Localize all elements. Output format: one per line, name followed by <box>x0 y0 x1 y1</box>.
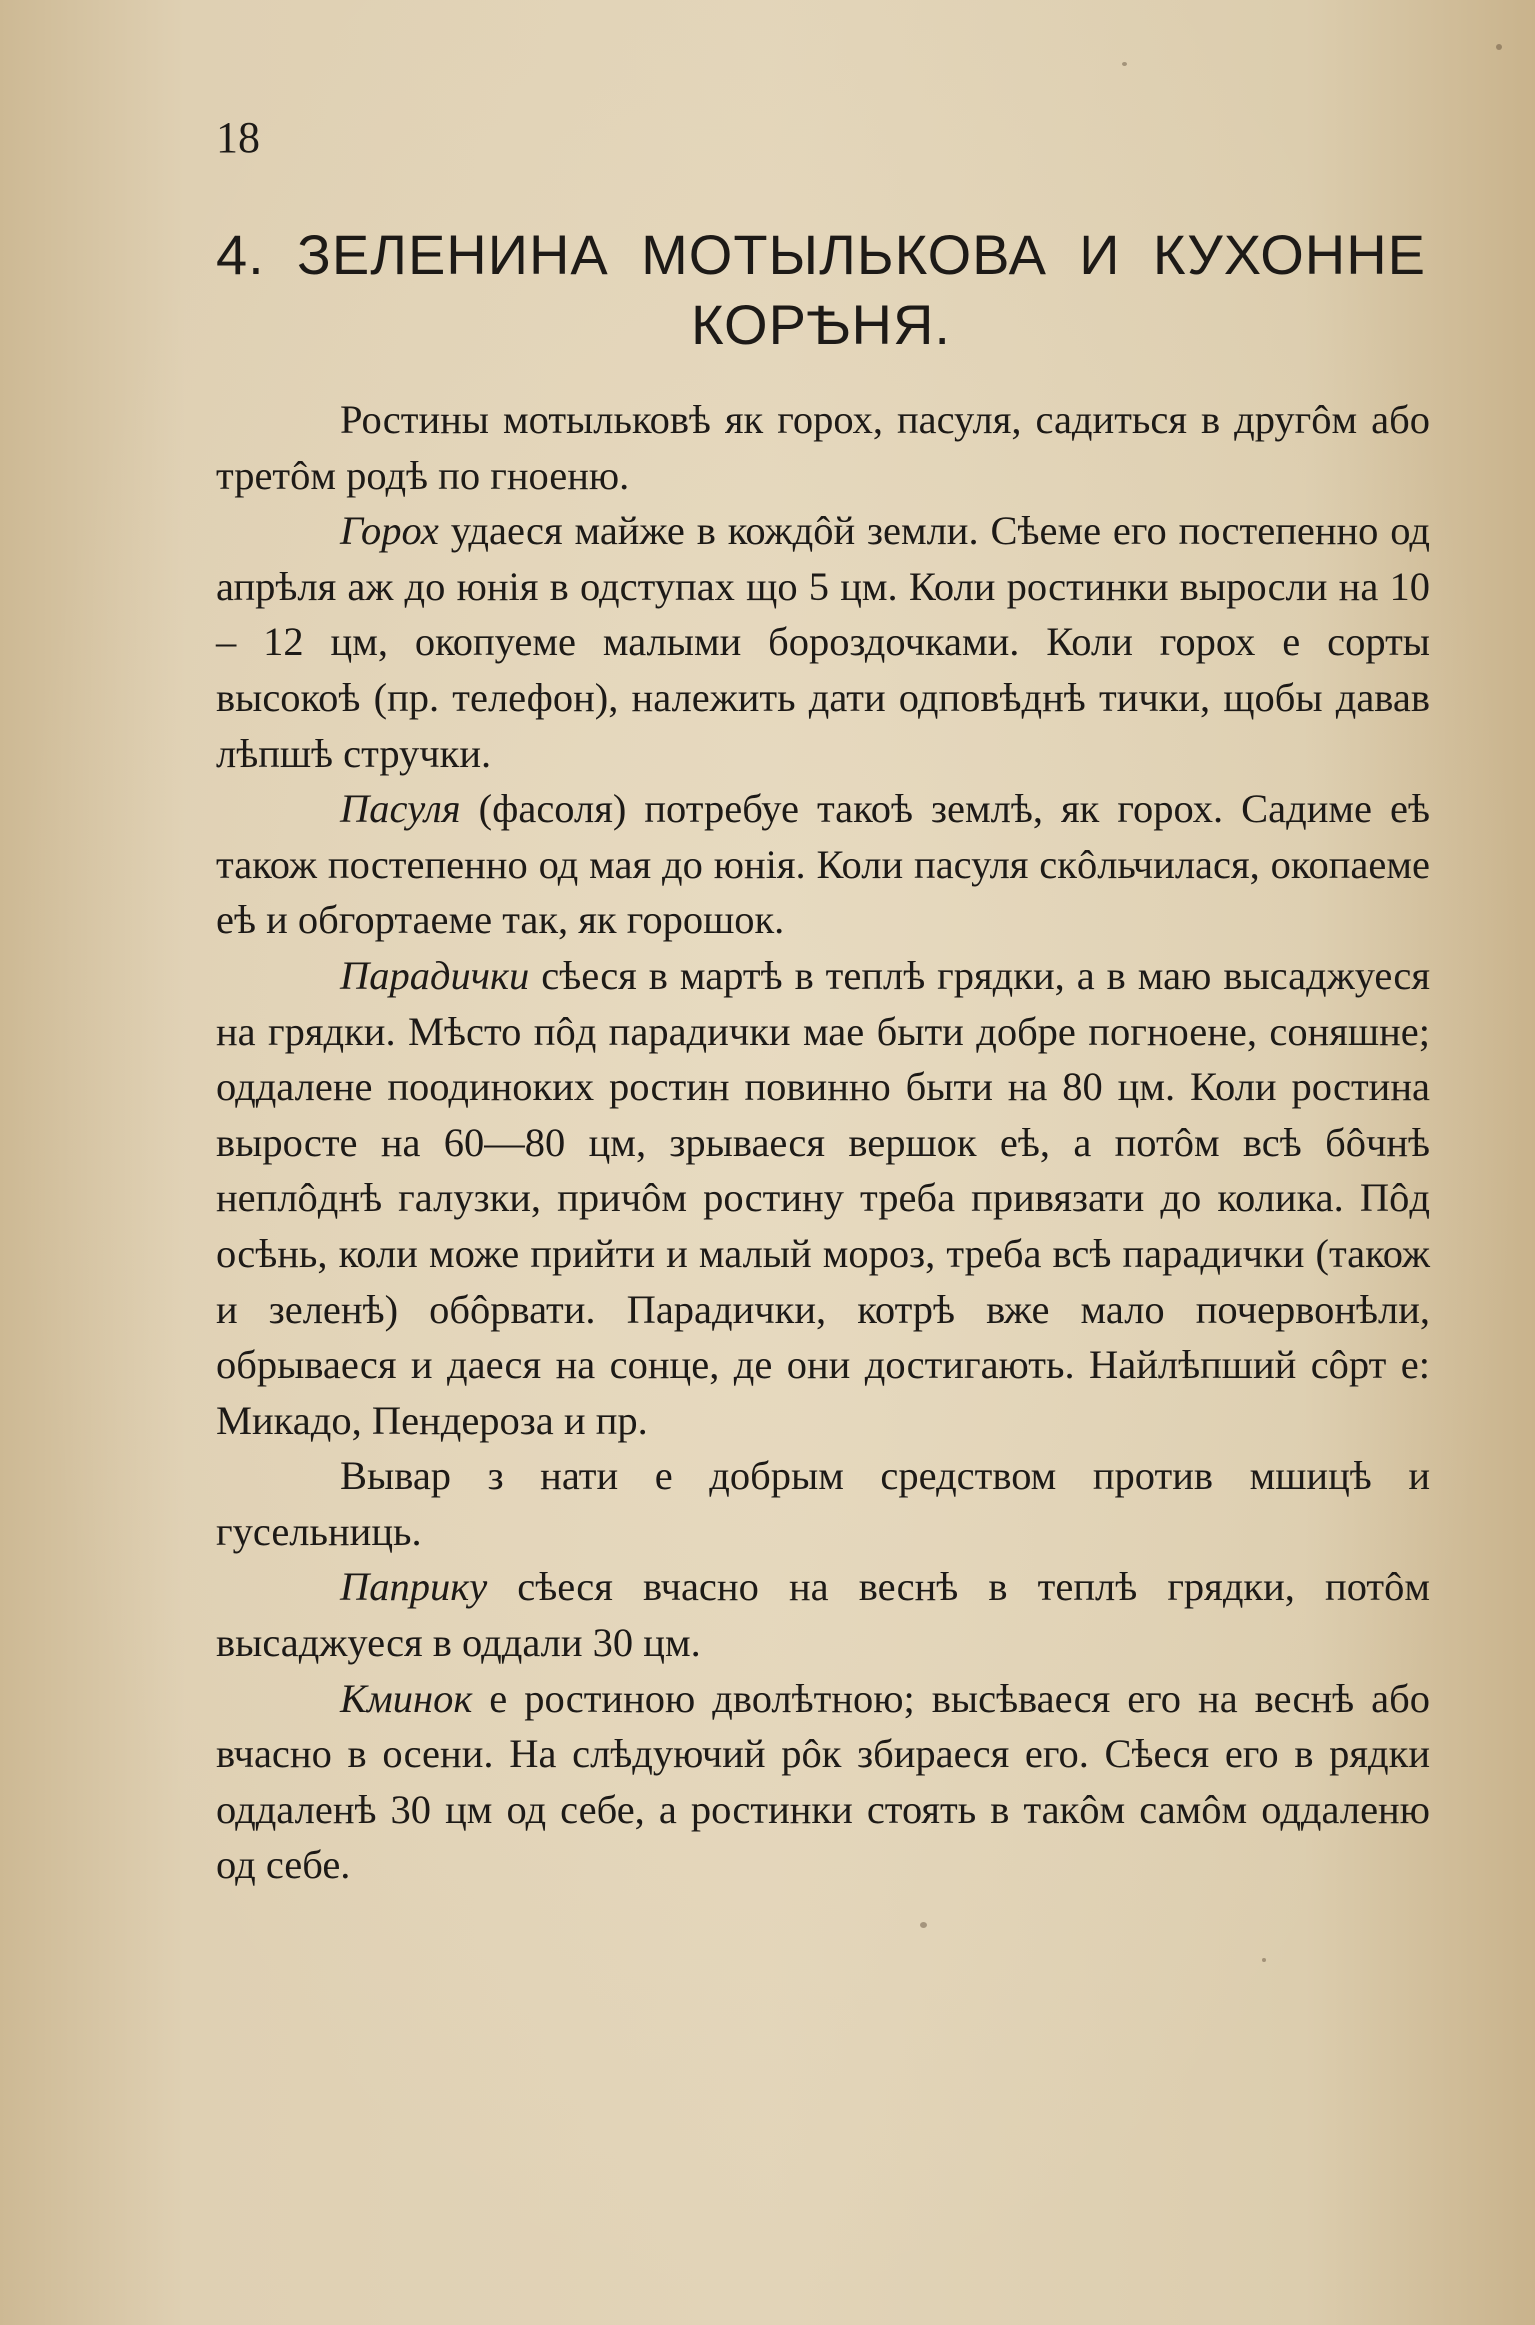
paper-speck <box>1262 1958 1266 1962</box>
body-text <box>216 392 1430 1893</box>
page-number: 18 <box>216 113 260 162</box>
chapter-title-line-2: КОРѢНЯ. <box>691 293 951 356</box>
paragraph-text: сѣеся в мартѣ в теплѣ грядки, а в маю высаджуеся на грядки. Мѣсто пôд парадички мае быти добре погноене, соняшне; оддалене поодиноких ростин повинно быти на 80 цм. Коли ростина выросте на 60—80 цм, зрываеся вершок еѣ, а потôм всѣ бôчнѣ неплôднѣ галузки, причôм ростину треба привязати до колика. Пôд осѣнь, коли може прийти и малый мороз, треба всѣ парадички (також и зеленѣ) обôрвати. Парадички, котрѣ вже мало почервонѣли, обрываеся и даеся на сонце, де они достигають. Найлѣпший сôрт е: Микадо, Пендероза и пр. <box>216 952 1430 1443</box>
paragraph-text: сѣеся вчасно на веснѣ в теплѣ грядки, потôм высаджуеся в оддали 30 цм. <box>216 1564 1430 1666</box>
paragraph-lead-term: Паприку <box>340 1564 488 1610</box>
paragraph-text: удаеся майже в кождôй земли. Сѣеме его постепенно од апрѣля аж до юнія в одступах що 5 цм. Коли ростинки выросли на 10 – 12 цм, окопуеме малыми бороздочками. Коли горох е сорты высокоѣ (пр. телефон), належить дати одповѣднѣ тички, щобы давав лѣпшѣ стручки. <box>216 508 1430 776</box>
paragraph-lead-term: Пасуля <box>340 786 461 832</box>
paragraph-text: е ростиною дволѣтною; высѣваеся его на веснѣ або вчасно в осени. На слѣдуючий рôк збираеся его. Сѣеся его в рядки оддаленѣ 30 цм од себе, а ростинки стоять в такôм самôм оддаленю од себе. <box>216 1675 1430 1888</box>
paragraph-text: (фасоля) потребуе такоѣ землѣ, як горох. Садиме еѣ також постепенно од мая до юнія. Коли пасуля скôльчилася, окопаеме еѣ и обгортаеме так, як горошок. <box>216 786 1430 943</box>
paper-speck <box>1496 44 1502 50</box>
paragraph-beans <box>216 781 1430 948</box>
paper-speck <box>1122 62 1127 66</box>
paragraph-lead-term: Горох <box>340 508 439 554</box>
paragraph-caraway <box>216 1671 1430 1893</box>
chapter-title-line-1: 4. ЗЕЛЕНИНА МОТЫЛЬКОВА И КУХОННЕ <box>216 223 1426 286</box>
paragraph-peas <box>216 503 1430 781</box>
paragraph-lead-term: Кминок <box>340 1675 473 1721</box>
paragraph-pepper <box>216 1559 1430 1670</box>
paragraph-tomatoes <box>216 948 1430 1448</box>
paper-speck <box>920 1922 927 1928</box>
chapter-title <box>216 220 1426 360</box>
paragraph-text: Вывар з нати е добрым средством против мшицѣ и гусельниць. <box>216 1453 1430 1554</box>
paragraph-decoction <box>216 1448 1430 1559</box>
paragraph-lead-term: Парадички <box>340 952 530 998</box>
paragraph-text: Ростины мотыльковѣ як горох, пасуля, садиться в другôм або третôм родѣ по гноеню. <box>216 397 1430 498</box>
paragraph-legumes-intro <box>216 392 1430 503</box>
